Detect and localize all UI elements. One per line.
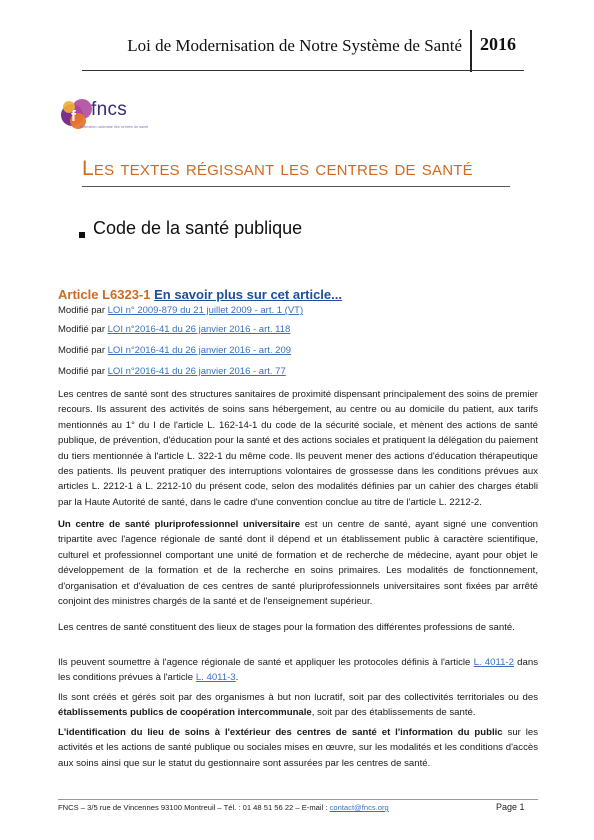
modification-line [58,366,286,377]
bold-term: établissements publics de coopération intercommunale [58,707,312,719]
bold-term: L'identification du lieu de soins à l'extérieur des centres de santé et l'information du public [58,727,503,738]
modification-link[interactable]: LOI n°2016-41 du 26 janvier 2016 - art. 77 [107,366,286,377]
modification-line [58,324,290,335]
fncs-logo [58,95,148,137]
modification-link[interactable]: LOI n°2016-41 du 26 janvier 2016 - art. 209 [107,345,292,356]
article-heading [58,287,342,302]
header-year: 2016 [480,34,516,54]
paragraph-text: Ils sont créés et gérés soit par des organismes à but non lucratif, soit par des collectivités territoriales ou des [58,692,538,703]
footer-address-text: FNCS – 3/5 rue de Vincennes 93100 Montreuil – Tél. : 01 48 51 56 22 – E-mail : [58,803,330,812]
svg-text:f: f [71,108,76,125]
paragraph-text: dans les conditions prévues à l'article [58,657,538,684]
paragraph-universitaire [58,517,538,609]
paragraph-identification [58,725,538,771]
paragraph-stages: Les centres de santé constituent des lieux de stages pour la formation des différentes professions de santé. [58,622,515,633]
paragraph-text: . [235,672,239,684]
bullet-heading: Code de la santé publique [93,218,303,238]
paragraph-text: , soit par des établissements de santé. [311,707,476,719]
paragraph-text: sur les activités et les actions de santé publique ou sociales mises en œuvre, sur les modalités et les conditions d'accès aux soins ainsi que sur le statut du gestionnaire sont assurées par les centres de santé. [58,727,538,769]
bullet-square-icon [79,232,85,238]
modification-prefix: Modifié par [58,305,108,316]
footer-email-link[interactable]: contact@fncs.org [329,803,389,812]
page-number: Page 1 [496,802,525,812]
bold-term: Un centre de santé pluriprofessionnel universitaire [58,519,301,530]
section-title: Les textes régissant les centres de santé [82,157,473,180]
paragraph-text: Ils peuvent soumettre à l'agence régionale de santé et appliquer les protocoles définis à l'article [58,657,474,668]
section-title-rule [82,186,510,187]
modification-line [58,345,291,356]
modification-link[interactable]: LOI n° 2009-879 du 21 juillet 2009 - art. 1 (VT) [107,305,304,316]
article-link-l4011-3[interactable]: L. 4011-3 [195,672,236,684]
logo-wordmark: fncs [91,99,128,120]
header-rule [82,70,524,71]
modification-prefix: Modifié par [58,324,108,335]
modification-prefix: Modifié par [58,366,108,377]
header-divider [470,30,472,72]
logo-tagline: fédération nationale des centres de santé [80,125,149,129]
article-more-link[interactable]: En savoir plus sur cet article... [154,287,342,302]
paragraph-gestion [58,690,538,721]
modification-line [58,305,303,316]
paragraph-protocoles [58,655,538,686]
modification-link[interactable]: LOI n°2016-41 du 26 janvier 2016 - art. 118 [107,324,291,335]
paragraph-missions: Les centres de santé sont des structures sanitaires de proximité dispensant principalement des soins de premier recours. Ils assurent des activités de soins sans hébergement, au centre ou au domicile du patient, aux tarifs mentionnés au 1° du I de l'article L. 162-14-1 du code de la sécurité sociale, et mènent des actions de santé publique, de prévention, d'éducation pour la santé et des actions sociales et pratiquent la délégation du paiement du tiers mentionnée à l'article L. 322-1 du même code. Ils peuvent mener des actions d'éducation thérapeutique des patients. Ils peuvent pratiquer des interruptions volontaires de grossesse dans les conditions prévues aux articles L. 2212-1 à L. 2212-10 du présent code, selon des modalités définies par un cahier des charges établi par la Haute Autorité de santé, dans le cadre d'une convention conclue au titre de l'article L. 2212-2. [58,389,538,508]
article-link-l4011-2[interactable]: L. 4011-2 [473,657,514,668]
paragraph-text: est un centre de santé, ayant signé une convention tripartite avec l'agence régionale de santé dont il dépend et un établissement public à caractère scientifique, culturel et professionnel comportant une unité de formation et de recherche de médecine, ayant pour objet le développement de la formation et de la recherche en soins primaires. Les modalités de fonctionnement, d'organisation et d'évaluation de ces centres de santé pluriprofessionnels universitaires sont fixées par arrêté conjoint des ministres chargés de la santé et de l'enseignement supérieur. [58,519,538,608]
article-code: Article L6323-1 [58,287,151,302]
footer-rule [58,799,538,800]
footer-address [58,803,389,812]
modification-prefix: Modifié par [58,345,108,356]
header-title: Loi de Modernisation de Notre Système de Santé [127,36,462,55]
